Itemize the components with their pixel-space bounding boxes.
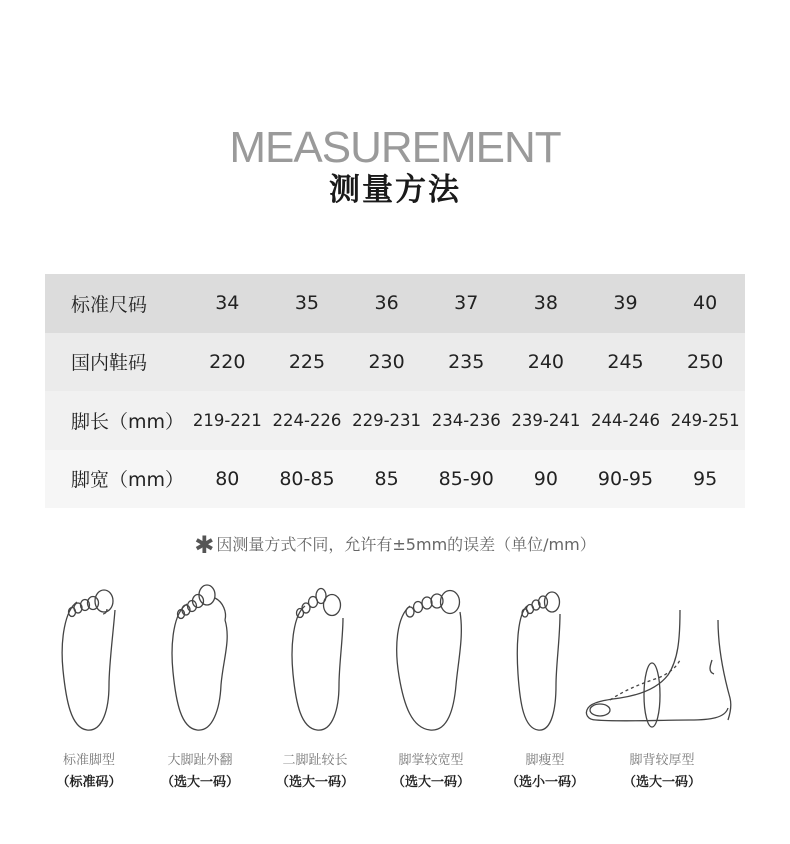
- table-cell: 90-95: [597, 467, 654, 490]
- table-cell: 224-226: [272, 410, 342, 430]
- asterisk-icon: ✱: [194, 531, 215, 559]
- table-cell: 244-246: [591, 410, 660, 430]
- row-label: 国内鞋码: [71, 352, 148, 375]
- row-label: 脚宽（mm）: [71, 469, 185, 492]
- bunion-foot-icon: [165, 580, 235, 735]
- narrow-foot-icon: [512, 580, 572, 735]
- table-row: [45, 450, 745, 509]
- standard-foot-icon: [55, 580, 125, 735]
- table-row: [45, 274, 745, 333]
- size-table: [45, 274, 745, 508]
- foot-type-caption: [366, 753, 496, 791]
- table-cell: 40: [693, 292, 718, 315]
- table-cell: 219-221: [192, 410, 262, 430]
- page-title-en: MEASUREMENT: [229, 123, 561, 172]
- table-cell: 249-251: [670, 410, 740, 430]
- row-label: 脚长（mm）: [71, 410, 185, 433]
- foot-type-caption: [597, 753, 727, 791]
- foot-type-name: 二脚趾较长: [282, 753, 348, 768]
- foot-type-name: 脚掌较宽型: [398, 753, 464, 768]
- long-second-toe-foot-icon: [285, 580, 355, 735]
- foot-type-name: 脚瘦型: [525, 753, 565, 768]
- page-title-cn: 测量方法: [329, 172, 461, 208]
- table-cell: 235: [448, 350, 485, 373]
- table-cell: 90: [533, 467, 558, 490]
- table-cell: 95: [693, 467, 718, 490]
- table-cell: 239-241: [511, 410, 581, 430]
- foot-type-name: 脚背较厚型: [629, 753, 695, 768]
- table-cell: 85: [374, 467, 399, 490]
- table-cell: 234-236: [431, 410, 501, 430]
- foot-type-advice: （选大一码）: [275, 775, 354, 790]
- table-row: [45, 333, 745, 392]
- table-cell: 85-90: [438, 467, 494, 490]
- row-label: 标准尺码: [71, 293, 148, 316]
- note-text: 因测量方式不同，允许有±5mm的误差（单位/mm）: [216, 535, 596, 554]
- wide-foot-icon: [392, 580, 472, 735]
- table-cell: 225: [288, 350, 326, 373]
- foot-type-advice: （标准码）: [56, 775, 122, 790]
- foot-type-caption: [480, 753, 610, 791]
- table-cell: 37: [454, 292, 479, 315]
- table-cell: 38: [533, 292, 558, 315]
- table-cell: 250: [687, 350, 724, 373]
- foot-type-advice: （选大一码）: [391, 775, 470, 790]
- foot-type-advice: （选大一码）: [160, 775, 239, 790]
- table-cell: 34: [215, 292, 240, 315]
- table-cell: 229-231: [352, 410, 422, 430]
- foot-type-caption: [250, 753, 380, 791]
- foot-type-name: 大脚趾外翻: [167, 753, 233, 768]
- table-cell: 80: [215, 467, 240, 490]
- foot-type-advice: （选小一码）: [505, 775, 584, 790]
- table-row: [45, 391, 745, 450]
- table-cell: 39: [613, 292, 638, 315]
- table-cell: 80-85: [279, 467, 335, 490]
- table-cell: 35: [294, 292, 320, 315]
- table-cell: 36: [374, 292, 399, 315]
- table-cell: 220: [209, 350, 246, 373]
- measurement-note: [0, 531, 790, 559]
- foot-type-name: 标准脚型: [62, 753, 115, 768]
- foot-type-advice: （选大一码）: [622, 775, 701, 790]
- table-cell: 230: [368, 350, 405, 373]
- high-instep-foot-icon: [580, 580, 745, 735]
- table-cell: 245: [607, 350, 644, 373]
- foot-types-illustration: [0, 580, 790, 740]
- table-cell: 240: [527, 350, 564, 373]
- foot-type-caption: [135, 753, 265, 791]
